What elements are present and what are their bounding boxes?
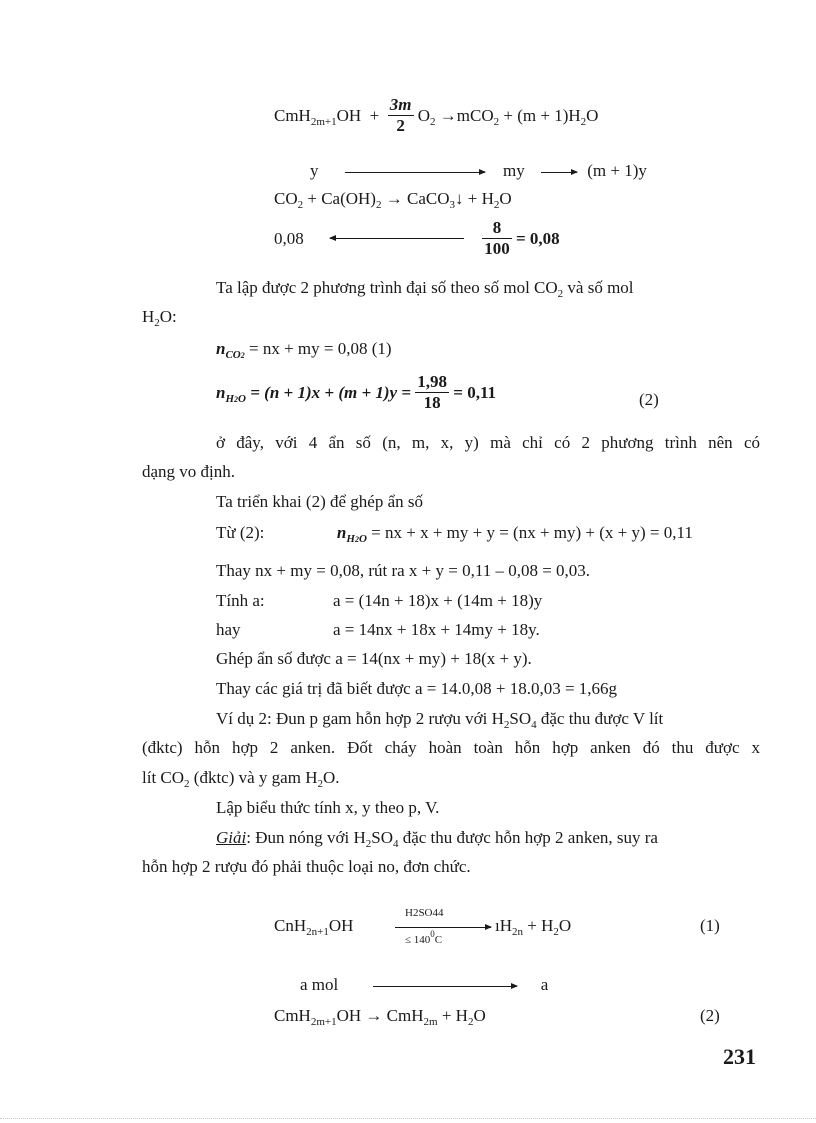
- thay-line-2: Thay các giá trị đã biết được a = 14.0,08 + 18.0,03 = 1,66g: [216, 679, 618, 698]
- sub-4: 4: [531, 719, 537, 731]
- eq-label-2b: (2): [700, 1006, 720, 1025]
- para2-line1: ở đây, với 4 ẩn số (n, m, x, y) mà chỉ có 2 phương trình nên có: [216, 433, 760, 452]
- reaction1-product2: (m + 1)H: [517, 105, 581, 125]
- reaction4-tail: + H: [441, 1006, 468, 1025]
- precipitate-arrow-icon: ↓: [454, 189, 464, 208]
- para1-tail: và số mol: [567, 278, 634, 297]
- arrow-left-icon: [330, 238, 464, 239]
- tinh-a-expr: a = (14n + 18)x + (14m + 18)y: [333, 591, 543, 610]
- stoich2-den: 100: [484, 239, 510, 258]
- reaction3-tail: + H: [527, 916, 554, 935]
- o-text: O: [358, 533, 367, 545]
- para1-o: O:: [159, 307, 177, 326]
- vidu2-line1: [216, 709, 663, 729]
- sub-2: 2: [467, 1016, 474, 1028]
- reaction3-sub: 2n+1: [306, 926, 329, 938]
- stoich2-result: = 0,08: [516, 228, 560, 248]
- n-symbol: n: [336, 523, 347, 542]
- stoich1-a: y: [310, 161, 319, 180]
- co2-sub: 2: [493, 115, 500, 128]
- eq-co2-rhs: = nx + my = 0,08 (1): [249, 339, 392, 358]
- arrow-right-icon: [541, 172, 577, 173]
- reaction-2: [274, 189, 512, 209]
- giai-line1: [216, 828, 658, 848]
- giai-l1a: : Đun nóng với H: [246, 828, 366, 847]
- reaction4-oh: OH → CmH: [336, 1006, 424, 1025]
- tu2-label: Từ (2):: [216, 523, 265, 542]
- bottom-divider: [0, 1118, 816, 1119]
- reaction3-left: CnH: [274, 916, 307, 935]
- para1-text: Ta lập được 2 phương trình đại số theo số mol CO: [216, 278, 558, 297]
- giai-l1b: SO: [371, 828, 393, 847]
- co-text: CO: [225, 349, 241, 361]
- eq-label-2: (2): [639, 390, 659, 409]
- reaction1-left: CmH: [274, 105, 311, 125]
- reaction1-oh: OH: [336, 105, 362, 125]
- eq-h2o-num: 1,98: [417, 372, 448, 391]
- below-sup: 0: [430, 929, 435, 939]
- reaction1-plus2: +: [503, 105, 513, 125]
- para1-h: H: [142, 307, 155, 326]
- stoich-3: [300, 975, 548, 995]
- h2o-subscript: H2O: [346, 533, 367, 545]
- arrow-right-icon: [395, 927, 491, 928]
- co2-subscript: CO2: [225, 349, 245, 361]
- lap-bieu-thuc: Lập biểu thức tính x, y theo p, V.: [216, 798, 440, 817]
- para1-line2: [142, 307, 177, 327]
- reaction3-tail2: O: [558, 916, 572, 935]
- coef-fraction: [388, 95, 414, 136]
- vidu2-line3: [142, 768, 340, 788]
- condition-above: H2SO44: [405, 907, 444, 919]
- h-text: H: [225, 392, 235, 405]
- sub-2: 2: [553, 926, 559, 938]
- reaction1-product1: mCO: [456, 105, 494, 125]
- h-text: H: [346, 533, 355, 545]
- reaction3-oh: OH: [328, 916, 354, 935]
- tinh-a-line: [216, 591, 543, 611]
- vidu2-l1b: SO: [509, 709, 532, 728]
- reaction1-sub: 2m+1: [310, 115, 337, 128]
- hay-line: [216, 620, 540, 640]
- stoich1-c: (m + 1)y: [587, 161, 647, 180]
- eq-co2: [216, 339, 392, 359]
- vidu2-l3a: lít CO: [142, 768, 185, 787]
- eq-h2o: [216, 372, 496, 424]
- stoich-1: [310, 161, 647, 181]
- para1-line1: [216, 278, 634, 298]
- sub-2: 2: [365, 838, 372, 850]
- hay-label: hay: [216, 620, 241, 639]
- vidu2-l3b: (đktc) và y gam H: [193, 768, 318, 787]
- reaction-1: [274, 95, 598, 155]
- sub-2: 2: [493, 199, 500, 211]
- sub-2: 2: [557, 288, 564, 300]
- reaction2-b: + Ca(OH): [307, 189, 376, 208]
- reaction1-product2-tail: O: [586, 105, 599, 125]
- thay-line-1: Thay nx + my = 0,08, rút ra x + y = 0,11 – 0,08 = 0,03.: [216, 561, 591, 580]
- ghep-line: Ghép ẩn số được a = 14(nx + my) + 18(x + y).: [216, 649, 532, 668]
- arrow-right-icon: [345, 172, 485, 173]
- sub-2: 2: [154, 317, 160, 329]
- tinh-a-label: Tính a:: [216, 591, 265, 610]
- eq-label-1: (1): [700, 916, 720, 935]
- vidu2-line2: (đktc) hỗn hợp 2 anken. Đốt cháy hoàn toàn hỗn hợp anken đó thu được x: [142, 738, 760, 757]
- h2-sub: 2: [580, 115, 587, 128]
- below-text: ≤ 140: [405, 934, 431, 946]
- reaction3-product: ıH: [495, 916, 512, 935]
- reaction2-e: O: [499, 189, 512, 208]
- n-symbol: n: [216, 382, 226, 402]
- reaction1-plus: +: [369, 105, 380, 125]
- below-tail: C: [434, 934, 443, 946]
- condition-below: [405, 930, 442, 950]
- reaction3-product-sub: 2n: [512, 926, 523, 938]
- reaction1-o2: O: [417, 105, 431, 125]
- reaction-3: [274, 916, 353, 936]
- eq-h2o-fraction: [415, 372, 449, 413]
- reaction4-sub2: 2m: [423, 1016, 438, 1028]
- eq-h2o-den: 18: [423, 393, 441, 412]
- reaction2-c: → CaCO: [385, 189, 450, 208]
- sub-2: 2: [297, 199, 304, 211]
- reaction2-d: + H: [467, 189, 494, 208]
- reaction4-left: CmH: [274, 1006, 311, 1025]
- stoich2-left: 0,08: [274, 228, 304, 248]
- page-number: 231: [723, 1044, 756, 1069]
- tu2-line: [216, 523, 693, 543]
- arrow-right-icon: [373, 986, 517, 987]
- para2-line2: dạng vo định.: [142, 462, 236, 481]
- o2-sub: 2: [430, 115, 436, 128]
- giai-line2: hỗn hợp 2 rượu đó phải thuộc loại no, đơn chức.: [142, 857, 471, 876]
- eq-h2o-result: = 0,11: [453, 382, 497, 402]
- tu2-rhs: = nx + x + my + y = (nx + my) + (x + y) = 0,11: [371, 523, 693, 542]
- stoich3-a: a mol: [300, 975, 339, 994]
- stoich2-num: 8: [482, 218, 512, 239]
- stoich1-b: my: [503, 161, 525, 180]
- sub-3: 3: [449, 199, 455, 211]
- stoich2-fraction: [482, 218, 512, 259]
- sub-2: 2: [317, 778, 323, 790]
- giai-l1c: đặc thu được hỗn hợp 2 anken, suy ra: [402, 828, 658, 847]
- reaction4-tail2: O: [473, 1006, 486, 1025]
- n-symbol: n: [216, 339, 226, 358]
- h2o-subscript: H2O: [225, 392, 246, 405]
- sub-2: 2: [375, 199, 382, 211]
- reaction3-products: [495, 916, 571, 936]
- reaction4-sub: 2m+1: [310, 1016, 337, 1028]
- o-text: O: [238, 392, 246, 405]
- para3: Ta triển khai (2) để ghép ẩn số: [216, 492, 423, 511]
- coef-den: 2: [396, 116, 405, 135]
- coef-num: 3m: [389, 95, 412, 114]
- reaction2-a: CO: [274, 189, 298, 208]
- sub-2: 2: [503, 719, 510, 731]
- reaction-4: [274, 1006, 486, 1026]
- vidu2-l3c: O.: [322, 768, 340, 787]
- sub-2: 2: [184, 778, 190, 790]
- stoich-2: [274, 218, 560, 266]
- eq-h2o-part1: = (n + 1)x + (m + 1)y =: [250, 382, 412, 402]
- giai-label: Giải: [216, 828, 247, 847]
- sub-4: 4: [392, 838, 399, 850]
- vidu2-l1a: Ví dụ 2: Đun p gam hỗn hợp 2 rượu với H: [216, 709, 504, 728]
- hay-expr: a = 14nx + 18x + 14my + 18y.: [333, 620, 540, 639]
- stoich3-b: a: [540, 975, 549, 994]
- reaction1-arrow: →: [439, 105, 457, 125]
- vidu2-l1c: đặc thu được V lít: [540, 709, 664, 728]
